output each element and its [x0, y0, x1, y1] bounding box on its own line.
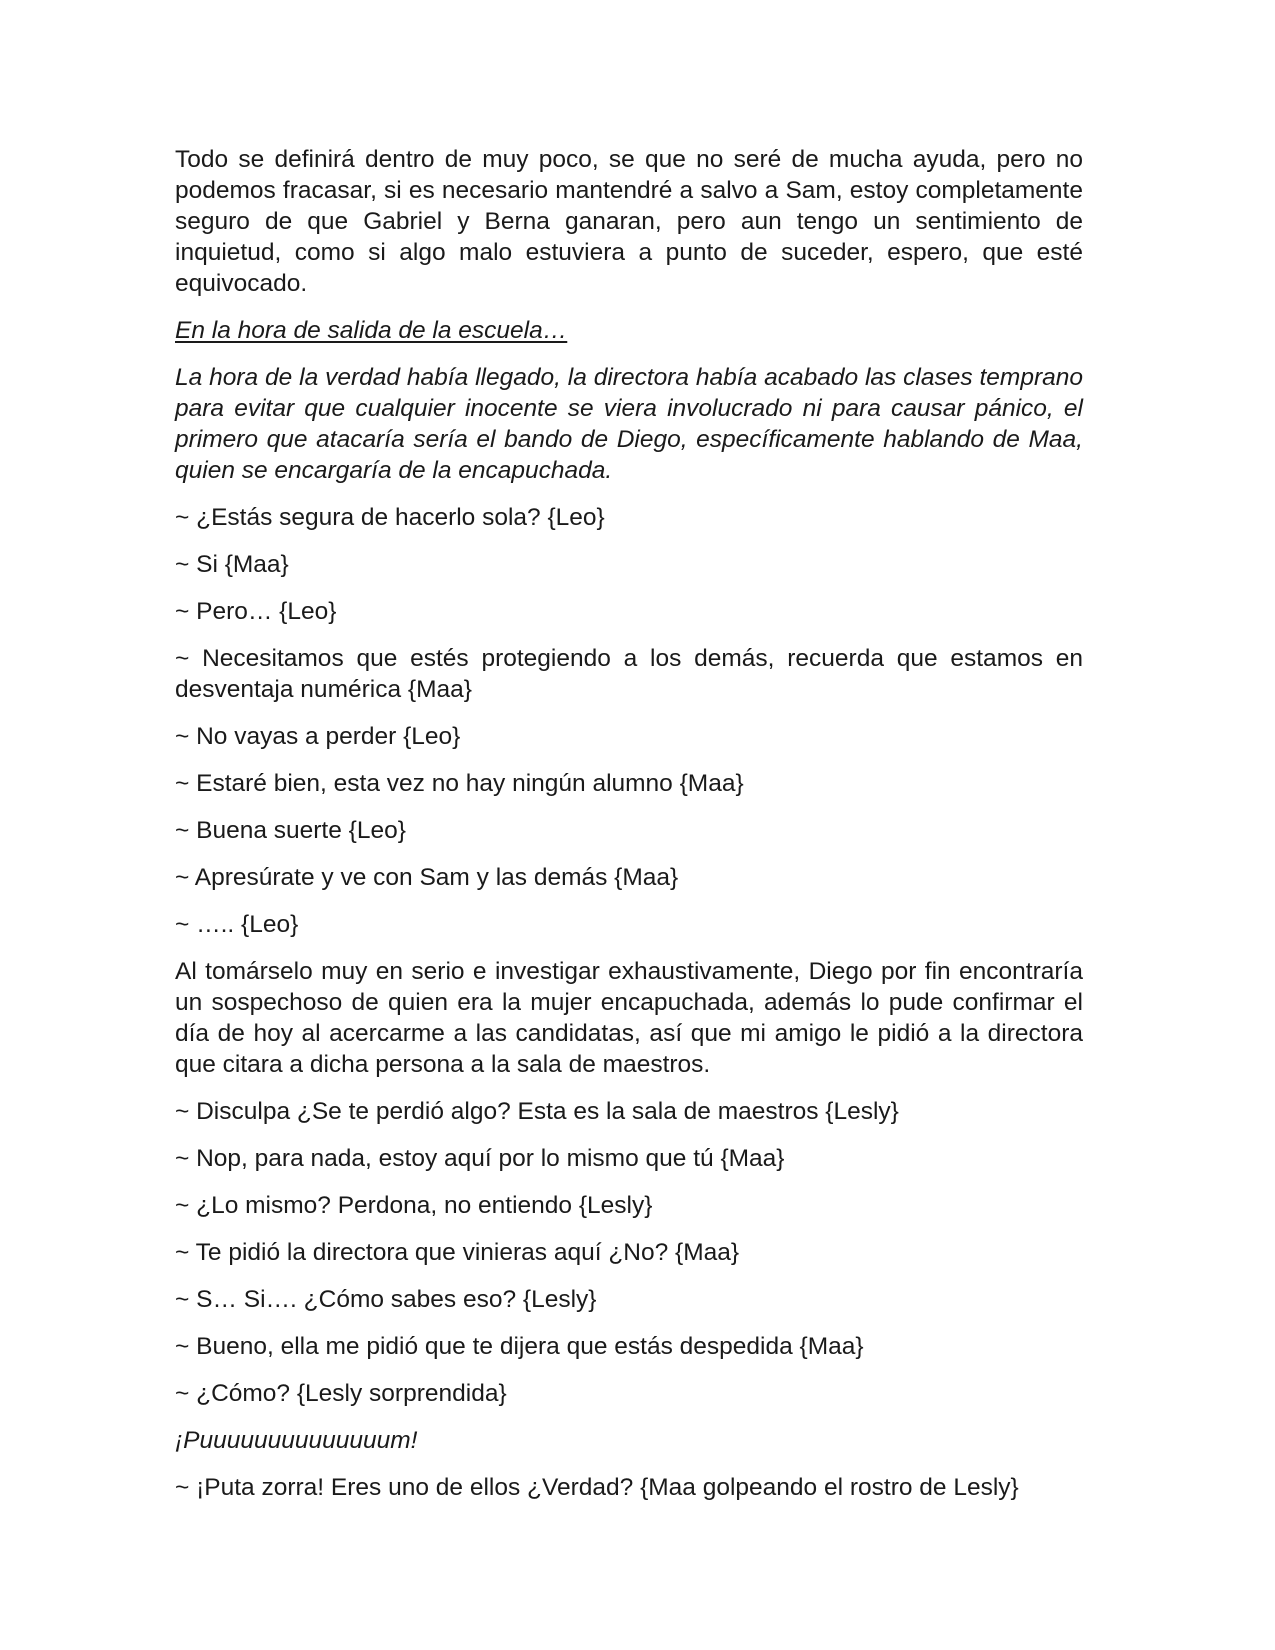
dialog-line: ~ ….. {Leo}	[175, 911, 299, 938]
dialog-line: ~ Necesitamos que estés protegiendo a los demás, recuerda que estamos en desventaja numérica {Maa}	[175, 645, 1083, 703]
dialog-line: ~ ¿Cómo? {Lesly sorprendida}	[175, 1380, 507, 1407]
dialog-line: ~ Disculpa ¿Se te perdió algo? Esta es la sala de maestros {Lesly}	[175, 1098, 899, 1125]
dialog-line: ~ ¡Puta zorra! Eres uno de ellos ¿Verdad? {Maa golpeando el rostro de Lesly}	[175, 1474, 1019, 1501]
dialog-line: ~ ¿Estás segura de hacerlo sola? {Leo}	[175, 504, 605, 531]
dialog-line: ~ Si {Maa}	[175, 551, 289, 578]
paragraph-narration: Al tomárselo muy en serio e investigar exhaustivamente, Diego por fin encontraría un sospechoso de quien era la mujer encapuchada, además lo pude confirmar el día de hoy al acercarme a las candidatas, así que mi amigo le pidió a la directora que citara a dicha persona a la sala de maestros.	[175, 958, 1083, 1078]
dialog-line: ~ Apresúrate y ve con Sam y las demás {Maa}	[175, 864, 679, 891]
dialog-line: ~ Nop, para nada, estoy aquí por lo mismo que tú {Maa}	[175, 1145, 785, 1172]
scene-heading: En la hora de salida de la escuela…	[175, 317, 568, 344]
dialog-line: ~ S… Si…. ¿Cómo sabes eso? {Lesly}	[175, 1286, 597, 1313]
sound-effect: ¡Puuuuuuuuuuuuuum!	[175, 1427, 418, 1454]
dialog-line: ~ Buena suerte {Leo}	[175, 817, 406, 844]
dialog-line: ~ No vayas a perder {Leo}	[175, 723, 461, 750]
dialog-line: ~ Estaré bien, esta vez no hay ningún alumno {Maa}	[175, 770, 744, 797]
dialog-line: ~ Bueno, ella me pidió que te dijera que estás despedida {Maa}	[175, 1333, 864, 1360]
paragraph-intro: Todo se definirá dentro de muy poco, se que no seré de mucha ayuda, pero no podemos fracasar, si es necesario mantendré a salvo a Sam, estoy completamente seguro de que Gabriel y Berna ganaran, pero aun tengo un sentimiento de inquietud, como si algo malo estuviera a punto de suceder, espero, que esté equivocado.	[175, 146, 1083, 297]
dialog-line: ~ ¿Lo mismo? Perdona, no entiendo {Lesly}	[175, 1192, 653, 1219]
paragraph-narration-italic: La hora de la verdad había llegado, la directora había acabado las clases temprano para evitar que cualquier inocente se viera involucrado ni para causar pánico, el primero que atacaría sería el bando de Diego, específicamente hablando de Maa, quien se encargaría de la encapuchada.	[175, 364, 1083, 484]
dialog-line: ~ Pero… {Leo}	[175, 598, 337, 625]
document-page	[175, 144, 1083, 1519]
dialog-line: ~ Te pidió la directora que vinieras aquí ¿No? {Maa}	[175, 1239, 740, 1266]
